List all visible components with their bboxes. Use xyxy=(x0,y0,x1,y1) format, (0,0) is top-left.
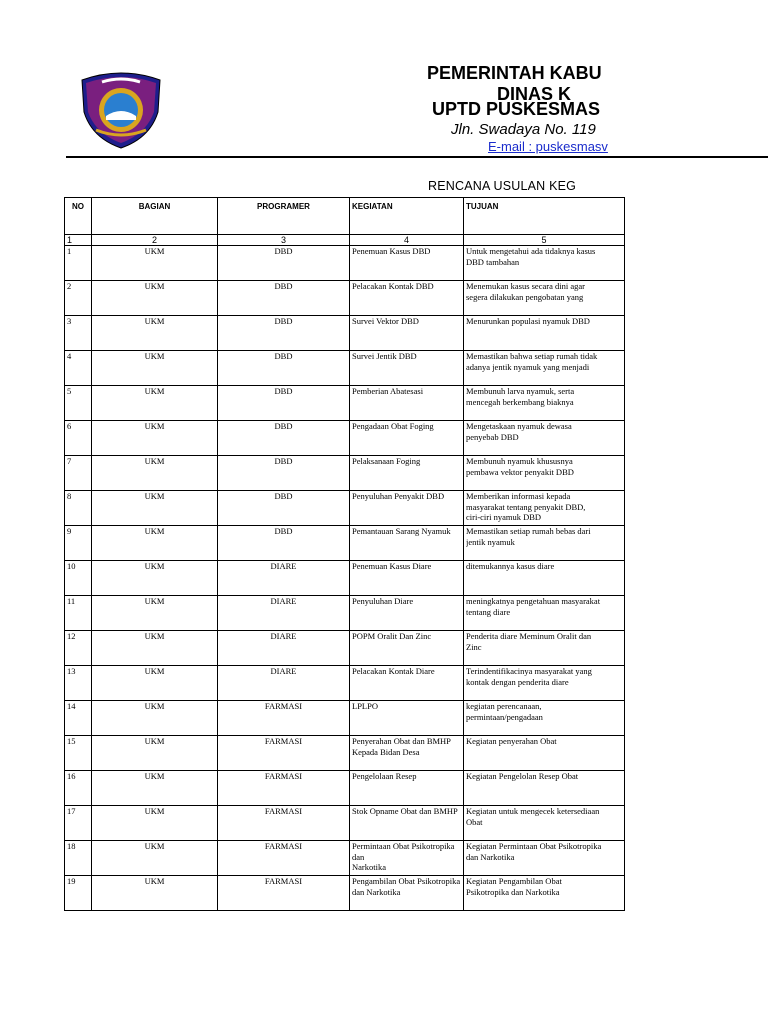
cell-no: 10 xyxy=(67,561,76,571)
table-row xyxy=(65,351,625,386)
document-title: RENCANA USULAN KEG xyxy=(428,179,577,193)
cell-no: 17 xyxy=(67,806,76,816)
cell-tujuan: Kegiatan Pengelolan Resep Obat xyxy=(466,771,579,781)
cell-bagian: UKM xyxy=(144,736,165,746)
header-divider xyxy=(66,156,768,158)
table-row xyxy=(65,491,625,526)
cell-tujuan: Kegiatan Permintaan Obat Psikotropika dan Narkotika xyxy=(466,841,602,862)
cell-tujuan: Membunuh larva nyamuk, serta mencegah berkembang biaknya xyxy=(466,386,575,407)
col-header-kegiatan: KEGIATAN xyxy=(350,198,464,235)
cell-bagian: UKM xyxy=(144,701,165,711)
cell-programer: DIARE xyxy=(270,631,297,641)
activity-table xyxy=(64,197,625,911)
cell-no: 6 xyxy=(67,421,72,431)
cell-no: 9 xyxy=(67,526,72,536)
cell-bagian: UKM xyxy=(144,841,165,851)
cell-bagian: UKM xyxy=(144,561,165,571)
cell-no: 7 xyxy=(67,456,72,466)
cell-kegiatan: Penemuan Kasus Diare xyxy=(352,561,432,571)
table-row xyxy=(65,421,625,456)
cell-no: 3 xyxy=(67,316,72,326)
cell-no: 16 xyxy=(67,771,76,781)
cell-no: 8 xyxy=(67,491,72,501)
col-number: 5 xyxy=(464,235,625,246)
cell-kegiatan: POPM Oralit Dan Zinc xyxy=(352,631,432,641)
cell-no: 15 xyxy=(67,736,76,746)
cell-kegiatan: Pelacakan Kontak Diare xyxy=(352,666,435,676)
activity-table-container xyxy=(64,197,768,934)
cell-kegiatan: Pengadaan Obat Foging xyxy=(352,421,434,431)
cell-programer: DBD xyxy=(274,351,293,361)
cell-programer: DIARE xyxy=(270,666,297,676)
cell-bagian: UKM xyxy=(144,491,165,501)
cell-kegiatan: Penemuan Kasus DBD xyxy=(352,246,431,256)
department-heading: DINAS K xyxy=(497,84,572,104)
cell-tujuan: Menemukan kasus secara dini agar segera dilakukan pengobatan yang xyxy=(466,281,585,302)
cell-programer: FARMASI xyxy=(264,771,303,781)
cell-bagian: UKM xyxy=(144,316,165,326)
cell-programer: DIARE xyxy=(270,561,297,571)
table-row xyxy=(65,666,625,701)
cell-bagian: UKM xyxy=(144,386,165,396)
cell-no: 1 xyxy=(67,246,72,256)
col-header-tujuan: TUJUAN xyxy=(464,198,625,235)
cell-kegiatan: Penyerahan Obat dan BMHP Kepada Bidan Desa xyxy=(352,736,451,757)
column-number-row xyxy=(65,235,625,246)
cell-programer: FARMASI xyxy=(264,841,303,851)
cell-bagian: UKM xyxy=(144,876,165,886)
cell-kegiatan: LPLPO xyxy=(352,701,378,711)
cell-bagian: UKM xyxy=(144,421,165,431)
table-row xyxy=(65,386,625,421)
cell-tujuan: Memastikan setiap rumah bebas dari jentik nyamuk xyxy=(466,526,591,547)
cell-kegiatan: Survei Jentik DBD xyxy=(352,351,417,361)
cell-programer: DBD xyxy=(274,491,293,501)
cell-kegiatan: Pelaksanaan Foging xyxy=(352,456,421,466)
cell-no: 14 xyxy=(67,701,76,711)
cell-programer: FARMASI xyxy=(264,736,303,746)
email-link[interactable]: E-mail : puskesmasv xyxy=(488,139,608,154)
table-row xyxy=(65,246,625,281)
cell-bagian: UKM xyxy=(144,806,165,816)
cell-programer: DBD xyxy=(274,316,293,326)
cell-tujuan: Untuk mengetahui ada tidaknya kasus DBD tambahan xyxy=(466,246,596,267)
cell-bagian: UKM xyxy=(144,456,165,466)
cell-tujuan: Membunuh nyamuk khususnya pembawa vektor penyakit DBD xyxy=(466,456,574,477)
cell-kegiatan: Stok Opname Obat dan BMHP xyxy=(352,806,458,816)
col-header-no: NO xyxy=(65,198,92,235)
cell-no: 18 xyxy=(67,841,76,851)
col-number: 1 xyxy=(65,235,92,246)
address-text: Jln. Swadaya No. 119 xyxy=(451,121,596,138)
cell-programer: DBD xyxy=(274,526,293,536)
cell-bagian: UKM xyxy=(144,631,165,641)
table-row xyxy=(65,526,625,561)
table-row xyxy=(65,841,625,876)
cell-programer: DBD xyxy=(274,456,293,466)
cell-no: 4 xyxy=(67,351,72,361)
cell-kegiatan: Pemantauan Sarang Nyamuk xyxy=(352,526,451,536)
table-header-row xyxy=(65,198,625,235)
cell-no: 12 xyxy=(67,631,76,641)
table-row xyxy=(65,281,625,316)
cell-bagian: UKM xyxy=(144,526,165,536)
cell-bagian: UKM xyxy=(144,596,165,606)
puskesmas-heading: UPTD PUSKESMAS xyxy=(432,99,601,119)
col-number: 4 xyxy=(350,235,464,246)
cell-kegiatan: Penyuluhan Penyakit DBD xyxy=(352,491,445,501)
cell-bagian: UKM xyxy=(144,351,165,361)
table-row xyxy=(65,561,625,596)
cell-bagian: UKM xyxy=(144,666,165,676)
col-number: 3 xyxy=(218,235,350,246)
table-row xyxy=(65,456,625,491)
cell-tujuan: Mengetaskaan nyamuk dewasa penyebab DBD xyxy=(466,421,572,442)
table-row xyxy=(65,876,625,911)
table-row xyxy=(65,736,625,771)
cell-tujuan: Memberikan informasi kepada masyarakat tentang penyakit DBD, ciri-ciri nyamuk DBD xyxy=(466,491,586,522)
cell-tujuan: ditemukannya kasus diare xyxy=(466,561,555,571)
col-header-programer: PROGRAMER xyxy=(218,198,350,235)
cell-kegiatan: Pengambilan Obat Psikotropika dan Narkotika xyxy=(352,876,461,897)
table-row xyxy=(65,631,625,666)
cell-kegiatan: Penyuluhan Diare xyxy=(352,596,414,606)
table-row xyxy=(65,771,625,806)
cell-kegiatan: Permintaan Obat Psikotropika dan Narkotika xyxy=(352,841,455,872)
cell-no: 19 xyxy=(67,876,76,886)
cell-tujuan: meningkatnya pengetahuan masyarakat tentang diare xyxy=(466,596,601,617)
col-header-bagian: BAGIAN xyxy=(92,198,218,235)
cell-bagian: UKM xyxy=(144,771,165,781)
cell-bagian: UKM xyxy=(144,281,165,291)
cell-kegiatan: Survei Vektor DBD xyxy=(352,316,419,326)
cell-tujuan: Penderita diare Meminum Oralit dan Zinc xyxy=(466,631,592,652)
cell-tujuan: Kegiatan untuk mengecek ketersediaan Obat xyxy=(466,806,600,827)
cell-programer: FARMASI xyxy=(264,701,303,711)
regency-logo xyxy=(78,70,164,150)
cell-programer: DBD xyxy=(274,281,293,291)
cell-kegiatan: Pengelolaan Resep xyxy=(352,771,417,781)
cell-tujuan: Memastikan bahwa setiap rumah tidak adanya jentik nyamuk yang menjadi xyxy=(466,351,598,372)
cell-tujuan: Kegiatan penyerahan Obat xyxy=(466,736,557,746)
cell-no: 5 xyxy=(67,386,72,396)
government-heading: PEMERINTAH KABU xyxy=(427,63,602,83)
table-row xyxy=(65,596,625,631)
table-row xyxy=(65,806,625,841)
cell-no: 11 xyxy=(67,596,76,606)
cell-programer: FARMASI xyxy=(264,806,303,816)
cell-kegiatan: Pelacakan Kontak DBD xyxy=(352,281,434,291)
cell-bagian: UKM xyxy=(144,246,165,256)
cell-kegiatan: Pemberian Abatesasi xyxy=(352,386,424,396)
cell-programer: DBD xyxy=(274,421,293,431)
cell-tujuan: kegiatan perencanaan, permintaan/pengadaan xyxy=(466,701,543,722)
cell-tujuan: Terindentifikacinya masyarakat yang kontak dengan penderita diare xyxy=(466,666,592,687)
col-number: 2 xyxy=(92,235,218,246)
cell-programer: DIARE xyxy=(270,596,297,606)
cell-programer: DBD xyxy=(274,246,293,256)
cell-tujuan: Kegiatan Pengambilan Obat Psikotropika dan Narkotika xyxy=(466,876,562,897)
cell-programer: DBD xyxy=(274,386,293,396)
cell-programer: FARMASI xyxy=(264,876,303,886)
table-row xyxy=(65,316,625,351)
table-row xyxy=(65,701,625,736)
cell-no: 2 xyxy=(67,281,72,291)
cell-tujuan: Menurunkan populasi nyamuk DBD xyxy=(466,316,590,326)
cell-no: 13 xyxy=(67,666,76,676)
